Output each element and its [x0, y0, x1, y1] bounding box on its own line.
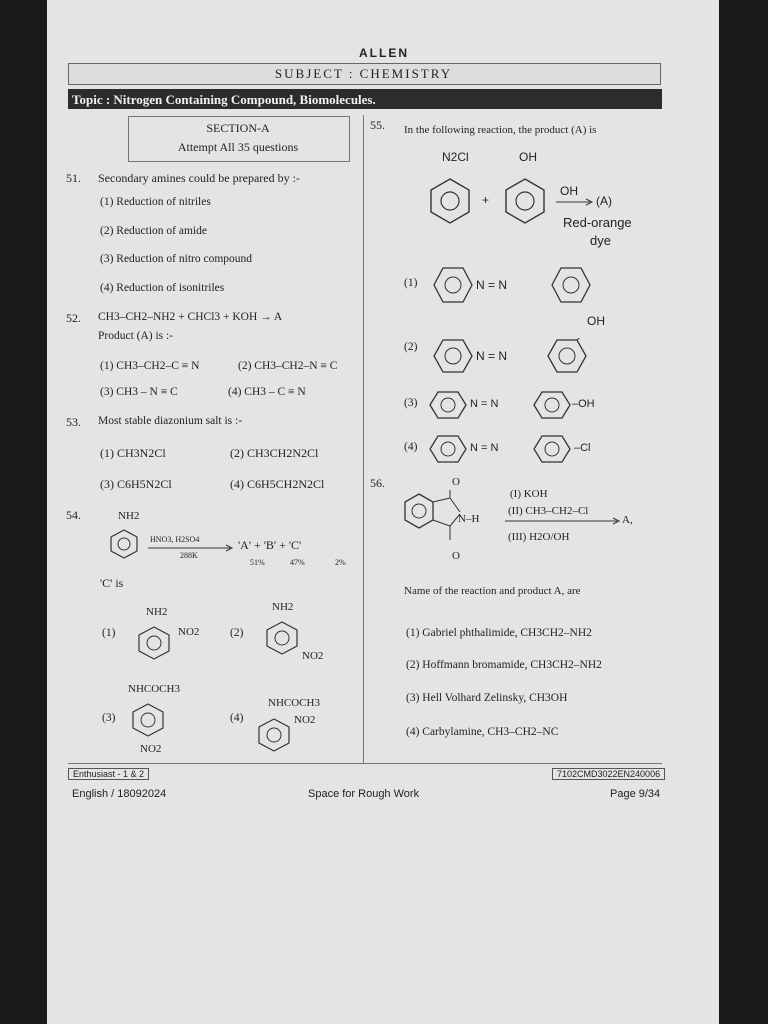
q51-option-1: (1) Reduction of nitriles	[100, 196, 211, 208]
q51-option-3: (3) Reduction of nitro compound	[100, 253, 253, 265]
q53-option-3: (3) C6H5N2Cl	[100, 477, 172, 491]
q51-option-4: (4) Reduction of isonitriles	[100, 282, 225, 294]
q56-o-top: O	[452, 476, 460, 488]
q54-option-3-label: (3)	[102, 712, 116, 724]
q55-number: 55.	[370, 118, 385, 132]
q56-product: A,	[622, 514, 633, 526]
q56-option-2: (2) Hoffmann bromamide, CH3CH2–NH2	[406, 659, 602, 671]
q54-pct-a: 51%	[250, 558, 265, 567]
q53-option-1: (1) CH3N2Cl	[100, 446, 166, 460]
q54-option-2-label: (2)	[230, 627, 244, 639]
footer-page: Page 9/34	[610, 788, 661, 800]
q54-opt1-nh2: NH2	[146, 606, 168, 618]
q54-opt2-ring	[264, 620, 300, 656]
q55-opt1-ring-b	[550, 266, 592, 304]
footer-code: 7102CMD3022EN240006	[552, 768, 665, 780]
q56-ask: Name of the reaction and product A, are	[404, 585, 581, 597]
q55-reactant-ring-2	[503, 176, 547, 226]
q56-nh: N–H	[458, 513, 480, 525]
q55-option-2-label: (2)	[404, 341, 418, 353]
q55-opt3-ring-a	[428, 390, 468, 420]
q54-option-4-label: (4)	[230, 712, 244, 724]
footer-batch: Enthusiast - 1 & 2	[68, 768, 149, 780]
q55-opt2-azo: N = N	[476, 349, 508, 363]
q55-arrow	[556, 198, 596, 206]
q55-dye-line-1: Red-orange	[563, 215, 632, 230]
q52-stem: CH3–CH2–NH2 + CHCl3 + KOH → A	[98, 311, 283, 323]
q51-number: 51.	[66, 171, 81, 185]
q55-reactant-ring-1	[428, 176, 472, 226]
q56-number: 56.	[370, 476, 385, 490]
q55-stem: In the following reaction, the product (A) is	[404, 124, 597, 136]
q54-ask: 'C' is	[100, 576, 124, 590]
q55-opt1-ring-a	[432, 266, 474, 304]
q55-n2cl: N2Cl	[442, 150, 469, 164]
q52-product: Product (A) is :-	[98, 330, 174, 342]
q55-product: (A)	[596, 194, 612, 208]
q54-opt4-nhcoch3: NHCOCH3	[268, 697, 320, 709]
q54-opt3-nhcoch3: NHCOCH3	[128, 683, 180, 695]
q55-opt2-oh: OH	[587, 314, 605, 328]
q55-option-1-label: (1)	[404, 277, 418, 289]
bottom-rule	[68, 763, 662, 764]
q54-opt1-no2: NO2	[178, 626, 200, 638]
q54-opt3-no2: NO2	[140, 743, 162, 755]
q54-opt4-no2: NO2	[294, 714, 316, 726]
q54-opt4-ring	[256, 717, 292, 753]
q55-opt1-azo: N = N	[476, 278, 508, 292]
section-subtitle: Attempt All 35 questions	[177, 140, 299, 154]
q54-benzene-ring	[108, 528, 140, 560]
q55-opt3-azo: N = N	[470, 398, 499, 410]
q55-option-3-label: (3)	[404, 397, 418, 409]
q52-option-1: (1) CH3–CH2–C ≡ N	[100, 360, 200, 372]
q54-reagent: HNO3, H2SO4	[150, 535, 200, 544]
q54-opt2-no2: NO2	[302, 650, 324, 662]
q55-oh: OH	[519, 150, 537, 164]
q55-base: OH	[560, 184, 578, 198]
q51-option-2: (2) Reduction of amide	[100, 225, 207, 237]
q56-o-bottom: O	[452, 550, 460, 562]
column-divider	[363, 115, 364, 763]
q54-opt1-ring	[136, 625, 172, 661]
brand-logo: ALLEN	[359, 46, 409, 60]
q52-option-2: (2) CH3–CH2–N ≡ C	[238, 360, 338, 372]
q53-stem: Most stable diazonium salt is :-	[98, 415, 243, 427]
q52-number: 52.	[66, 311, 81, 325]
section-title: SECTION-A	[206, 121, 270, 135]
q55-opt2-ring-a	[432, 338, 474, 374]
q56-option-4: (4) Carbylamine, CH3–CH2–NC	[406, 726, 559, 738]
q56-phthalimide-structure	[402, 490, 466, 552]
q56-option-3: (3) Hell Volhard Zelinsky, CH3OH	[406, 692, 568, 704]
q56-reagent-3: (III) H2O/OH	[508, 531, 570, 543]
q55-opt2-ring-b	[546, 338, 590, 374]
q55-opt4-ring-b	[532, 434, 572, 464]
q56-reagent-1: (I) KOH	[510, 488, 548, 500]
q55-opt3-oh: –OH	[572, 398, 595, 410]
q54-opt3-ring	[130, 702, 166, 738]
q54-option-1-label: (1)	[102, 627, 116, 639]
q54-opt2-nh2: NH2	[272, 601, 294, 613]
q55-option-4-label: (4)	[404, 441, 418, 453]
q52-option-4: (4) CH3 – C ≡ N	[228, 386, 306, 398]
q53-number: 53.	[66, 415, 81, 429]
footer-rough-work: Space for Rough Work	[308, 788, 420, 800]
q54-number: 54.	[66, 508, 81, 522]
q55-dye-line-2: dye	[590, 233, 611, 248]
topic-title: Topic : Nitrogen Containing Compound, Biomolecules.	[72, 92, 376, 107]
q52-option-3: (3) CH3 – N ≡ C	[100, 386, 178, 398]
q56-arrow	[505, 517, 623, 525]
q55-opt4-ring-a	[428, 434, 468, 464]
q55-opt4-azo: N = N	[470, 442, 499, 454]
q55-opt3-ring-b	[532, 390, 572, 420]
q56-reagent-2: (II) CH3–CH2–Cl	[508, 505, 589, 517]
q56-option-1: (1) Gabriel phthalimide, CH3CH2–NH2	[406, 627, 592, 639]
q54-pct-c: 2%	[335, 558, 346, 567]
q55-opt4-cl: –Cl	[574, 442, 591, 454]
footer-language-date: English / 18092024	[72, 788, 167, 800]
subject-title: SUBJECT : CHEMISTRY	[274, 66, 453, 81]
q54-nh2: NH2	[118, 510, 140, 522]
q54-temp: 288K	[180, 551, 198, 560]
q54-pct-b: 47%	[290, 558, 305, 567]
q53-option-4: (4) C6H5CH2N2Cl	[230, 477, 325, 491]
q51-stem: Secondary amines could be prepared by :-	[98, 171, 300, 185]
q53-option-2: (2) CH3CH2N2Cl	[230, 446, 319, 460]
q54-products: 'A' + 'B' + 'C'	[238, 538, 302, 552]
q55-plus: +	[482, 193, 490, 207]
